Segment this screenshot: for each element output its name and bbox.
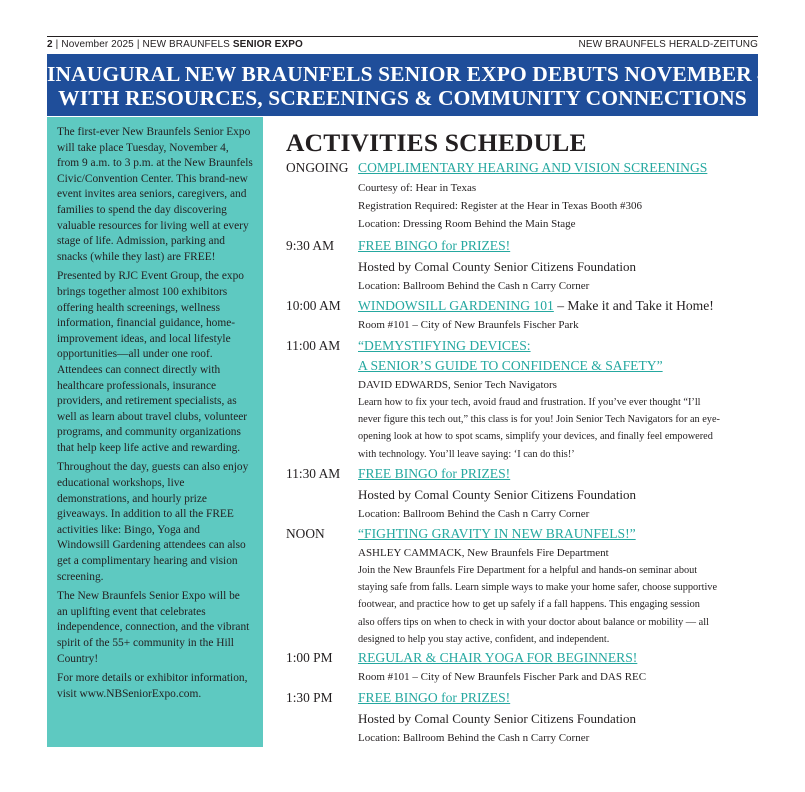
schedule-item-title-link[interactable]: “DEMYSTIFYING DEVICES: [358, 338, 531, 353]
location-line: Room #101 – City of New Braunfels Fischer Park [358, 319, 579, 331]
schedule-item-title-suffix: – Make it and Take it Home! [553, 298, 714, 313]
description-line: footwear, and practice how to get up safely if a fall happens. This engaging session [358, 599, 700, 611]
publication-prefix: NEW BRAUNFELS [142, 39, 230, 50]
running-header-left: 2 | November 2025 | NEW BRAUNFELS SENIOR EXPO [47, 39, 303, 50]
schedule-item-title-link[interactable]: FREE BINGO for PRIZES! [358, 238, 511, 253]
description-line: designed to help you stay active, confident, and independent. [358, 633, 610, 645]
schedule-time: 1:00 PM [286, 650, 333, 665]
activities-schedule [286, 126, 756, 744]
schedule-time: 11:00 AM [286, 338, 341, 353]
sidebar-paragraph: The first-ever New Braunfels Senior Expo will take place Tuesday, November 4, from 9 a.m. to 3 p.m. at the New Braunfels Civic/Convention Center. This brand-new event invites area seniors, caregivers, and families to spend the day discovering valuable resources for living well at every stage of life. Admission, parking and snacks (while they last) are FREE! [57, 126, 253, 263]
session-description [358, 394, 756, 463]
description-line: staying safe from falls. Learn simple ways to make your home safer, choose supportive [358, 582, 718, 594]
location-line: Location: Dressing Room Behind the Main Stage [358, 218, 576, 230]
description-line: Learn how to fix your tech, avoid fraud and frustration. If you’ve ever thought “I’ll [358, 397, 701, 408]
host-line: Hosted by Comal County Senior Citizens Foundation [358, 259, 637, 274]
location-line: Location: Ballroom Behind the Cash n Carry Corner [358, 508, 590, 520]
issue-date: November 2025 [61, 39, 134, 50]
speaker-line: DAVID EDWARDS, Senior Tech Navigators [358, 379, 557, 391]
sidebar-paragraph: For more details or exhibitor information, visit www.NBSeniorExpo.com. [57, 672, 248, 700]
registration-line: Registration Required: Register at the Hear in Texas Booth #306 [358, 200, 643, 212]
article-sidebar [47, 117, 263, 747]
description-line: opening look at how to spot scams, simplify your devices, and finally feel empowered [358, 431, 713, 443]
host-line: Hosted by Comal County Senior Citizens Foundation [358, 711, 637, 726]
schedule-item-title-link[interactable]: REGULAR & CHAIR YOGA FOR BEGINNERS! [358, 650, 638, 665]
schedule-item-title-link[interactable]: WINDOWSILL GARDENING 101 [358, 298, 554, 313]
session-description [358, 562, 756, 648]
page-number: 2 [47, 39, 53, 50]
schedule-time: 10:00 AM [286, 298, 341, 313]
schedule-time: 9:30 AM [286, 238, 334, 253]
location-line: Room #101 – City of New Braunfels Fischer Park and DAS REC [358, 671, 647, 683]
newspaper-name: NEW BRAUNFELS HERALD-ZEITUNG [578, 39, 758, 50]
headline-line-2: WITH RESOURCES, SCREENINGS & COMMUNITY CONNECTIONS [58, 86, 747, 110]
location-line: Location: Ballroom Behind the Cash n Carry Corner [358, 280, 590, 292]
sponsor-line: Courtesy of: Hear in Texas [358, 182, 477, 194]
speaker-line: ASHLEY CAMMACK, New Braunfels Fire Department [358, 547, 609, 559]
headline-line-1: INAUGURAL NEW BRAUNFELS SENIOR EXPO DEBUTS NOVEMBER 4 [47, 62, 769, 86]
description-line: with technology. You’ll leave saying: ‘I can do this!’ [358, 448, 575, 460]
schedule-title: ACTIVITIES SCHEDULE [286, 128, 587, 157]
schedule-time: ONGOING [286, 160, 349, 175]
running-header [47, 36, 758, 51]
schedule-item-title-link[interactable]: “FIGHTING GRAVITY IN NEW BRAUNFELS!” [358, 526, 636, 541]
schedule-time: NOON [286, 526, 325, 541]
description-line: never figure this tech out,” this class is for you! Join Senior Tech Navigators for an eye- [358, 414, 720, 426]
schedule-item-title-link[interactable]: FREE BINGO for PRIZES! [358, 466, 511, 481]
schedule-item-title-link[interactable]: FREE BINGO for PRIZES! [358, 690, 511, 705]
location-line: Location: Ballroom Behind the Cash n Carry Corner [358, 732, 590, 744]
schedule-time: 11:30 AM [286, 466, 341, 481]
schedule-time: 1:30 PM [286, 690, 333, 705]
headline-banner [47, 54, 769, 116]
sidebar-paragraph: Presented by RJC Event Group, the expo brings together almost 100 exhibitors offering health screenings, wellness information, financial guidance, home-improvement ideas, and local lifestyle opportunities—all under one roof. Attendees can connect directly with healthcare professionals, insurance providers, and retirement specialists, as well as learn about travel clubs, volunteer programs, and community organizations that help keep life active and rewarding. [57, 270, 248, 454]
description-line: Join the New Braunfels Fire Department for a helpful and hands-on seminar about [358, 565, 698, 576]
publication-section: SENIOR EXPO [232, 39, 303, 50]
sidebar-paragraph: Throughout the day, guests can also enjoy educational workshops, live demonstrations, and hourly prize giveaways. In addition to all the FREE activities like: Bingo, Yoga and Windowsill Gardening attendees can also get a complimentary hearing and vision screening. [57, 461, 249, 583]
description-line: also offers tips on when to check in with your doctor about balance or mobility — all [358, 616, 709, 628]
sidebar-paragraph: The New Braunfels Senior Expo will be an uplifting event that celebrates independence, connection, and the vibrant spirit of the 55+ community in the Hill Country! [57, 590, 250, 665]
schedule-item-title-link[interactable]: A SENIOR’S GUIDE TO CONFIDENCE & SAFETY” [358, 358, 663, 373]
schedule-item-title-link[interactable]: COMPLIMENTARY HEARING AND VISION SCREENINGS [358, 160, 708, 175]
host-line: Hosted by Comal County Senior Citizens Foundation [358, 487, 637, 502]
